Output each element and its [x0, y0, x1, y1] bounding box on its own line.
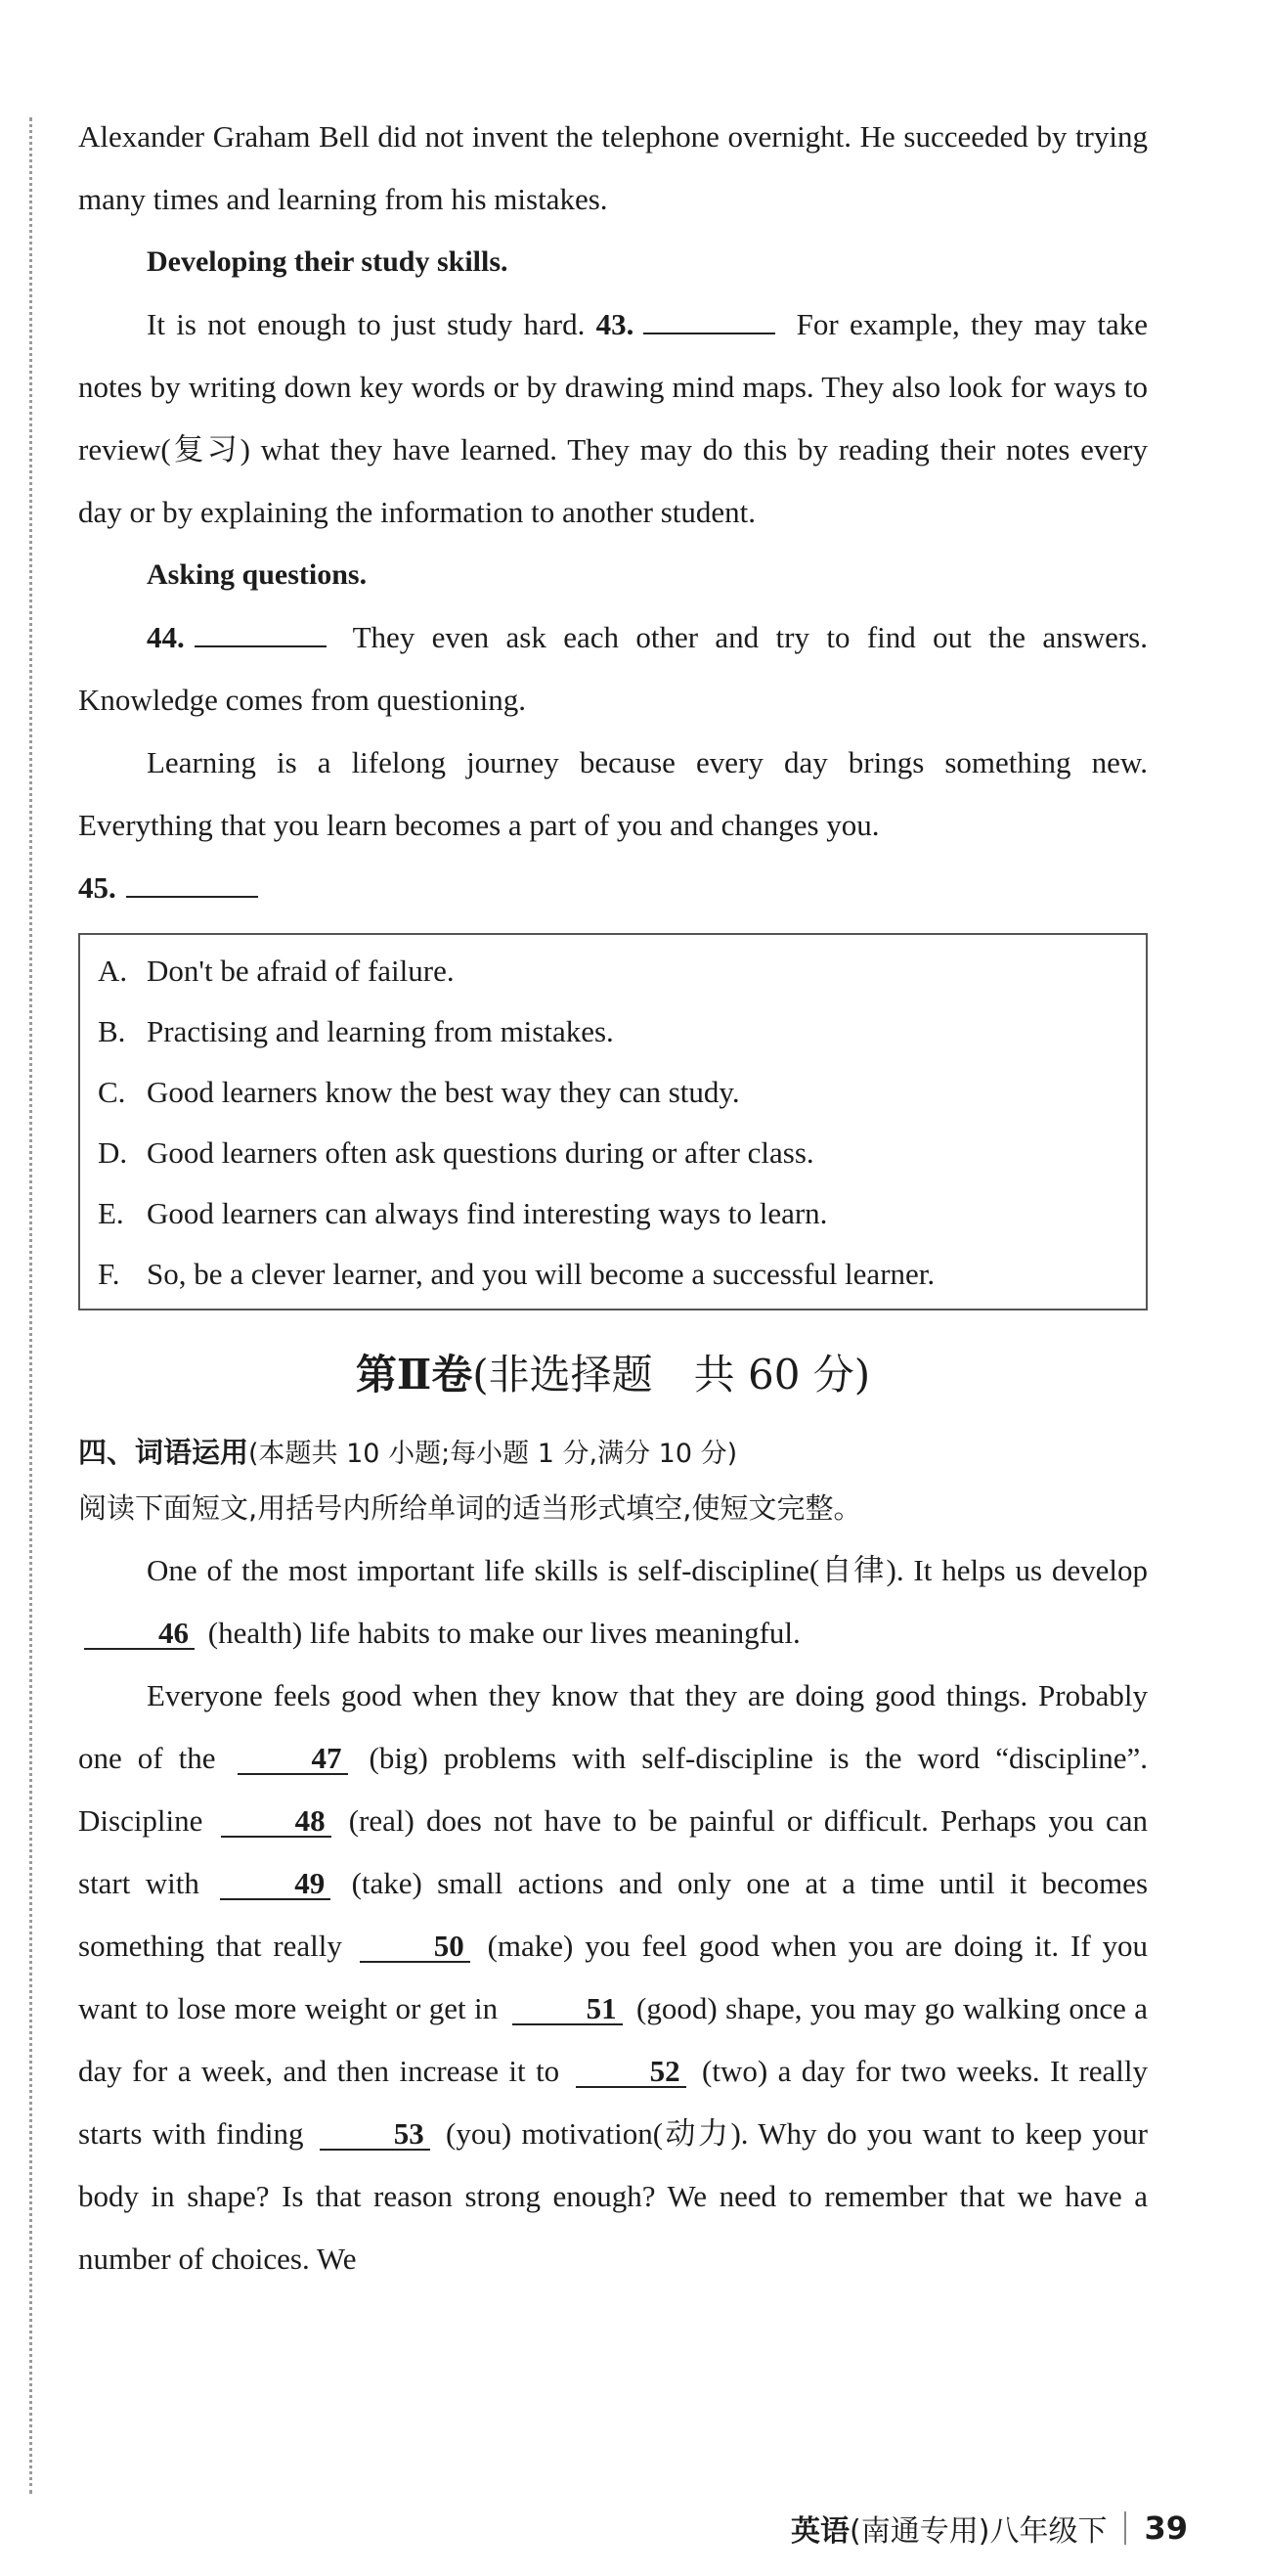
- footer-book-title: 英语(南通专用)八年级下: [791, 2514, 1108, 2549]
- questions-text-after: They even ask each other and try to find out the answers. Knowledge comes from questioning.: [78, 620, 1148, 717]
- option-c: C. Good learners know the best way they can study.: [98, 1075, 740, 1109]
- paragraph-bell: Alexander Graham Bell did not invent the telephone overnight. He succeeded by trying many times and learning from his mistakes.: [78, 119, 1148, 216]
- question-43-blank[interactable]: [643, 311, 775, 334]
- option-f: F. So, be a clever learner, and you will become a successful learner.: [98, 1257, 936, 1291]
- paragraph-lifelong: Learning is a lifelong journey because every day brings something new. Everything that you learn becomes a part of you and changes you.: [78, 745, 1148, 842]
- paragraph-study: [78, 293, 1148, 544]
- blank-47[interactable]: 47: [238, 1744, 348, 1775]
- part-4-instruction: 阅读下面短文,用括号内所给单词的适当形式填空,使短文完整。: [78, 1491, 862, 1525]
- study-text-after: For example, they may take notes by writing down key words or by drawing mind maps. They also look for ways to review(复习) what they have learned. They may do this by reading their notes every day or by explaining the information to another student.: [78, 307, 1148, 529]
- option-a: A. Don't be afraid of failure.: [98, 954, 455, 988]
- heading-study-skills: Developing their study skills.: [147, 245, 508, 278]
- question-43-number: 43.: [595, 307, 634, 341]
- blank-48[interactable]: 48: [221, 1806, 331, 1838]
- question-44-number: 44.: [147, 620, 185, 654]
- blank-52[interactable]: 52: [576, 2057, 686, 2088]
- page-footer: [791, 2504, 1188, 2553]
- blank-50[interactable]: 50: [360, 1932, 470, 1963]
- options-box: [78, 933, 1148, 1310]
- blank-51[interactable]: 51: [512, 1994, 623, 2025]
- paragraph-self-discipline: One of the most important life skills is self-discipline(自律). It helps us develop 46 (health) life habits to make our lives meaningful.: [78, 1539, 1148, 1665]
- paragraph-everyone: Everyone feels good when they know that they are doing good things. Probably one of the 47 (big) problems with self-discipline is the word “discipline”. Discipline 48 (real) does not have to be painful or difficult. Perhaps you can start with 49 (take) small actions and only one at a time until it becomes something that really 50 (make) you feel good when you are doing it. If you want to lose more weight or get in 51 (good) shape, you may go walking once a day for a week, and then increase it to 52 (two) a day for two weeks. It really starts with finding 53 (you) motivation(动力). Why do you want to keep your body in shape? Is that reason strong enough? We need to remember that we have a number of choices. We: [78, 1678, 1149, 2276]
- blank-53[interactable]: 53: [320, 2119, 430, 2151]
- question-45-blank[interactable]: [126, 874, 258, 898]
- blank-46[interactable]: 46: [84, 1619, 195, 1650]
- part-4-heading: 四、词语运用(本题共 10 小题;每小题 1 分,满分 10 分): [78, 1436, 738, 1469]
- binding-margin-line: [29, 117, 32, 2494]
- option-d: D. Good learners often ask questions during or after class.: [98, 1135, 814, 1170]
- question-45-number: 45.: [78, 870, 116, 905]
- blank-49[interactable]: 49: [220, 1869, 330, 1900]
- paragraph-questions: [78, 606, 1148, 732]
- section-2-title: 第Ⅱ卷(非选择题 共 60 分): [355, 1351, 871, 1399]
- study-text-before: It is not enough to just study hard.: [147, 307, 586, 341]
- footer-separator: [1124, 2511, 1126, 2545]
- question-45-line: [78, 857, 1148, 919]
- option-b: B. Practising and learning from mistakes.: [98, 1014, 614, 1048]
- heading-asking-questions: Asking questions.: [147, 558, 368, 591]
- option-e: E. Good learners can always find interesting ways to learn.: [98, 1196, 828, 1230]
- question-44-blank[interactable]: [195, 624, 327, 647]
- page-number: 39: [1144, 2509, 1188, 2547]
- page-content: [78, 106, 1148, 2290]
